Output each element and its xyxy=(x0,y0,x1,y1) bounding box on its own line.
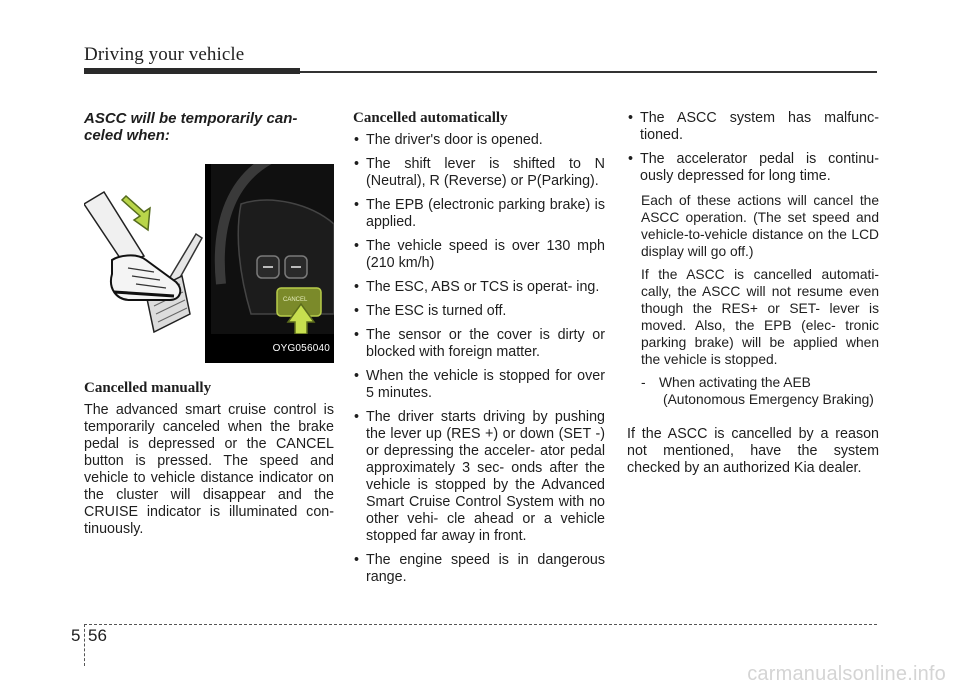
page-number: 56 xyxy=(88,626,107,645)
list-item: • The driver's door is opened. xyxy=(353,132,605,149)
brake-pedal-illustration xyxy=(84,164,205,363)
cancel-note xyxy=(627,192,879,408)
steering-wheel-illustration xyxy=(211,164,334,334)
automatic-cancel-list-continued xyxy=(627,110,879,185)
section-title-automatic: Cancelled automatically xyxy=(353,110,508,126)
column-left xyxy=(84,110,334,538)
note-paragraph: If the ASCC is cancelled automati- cally, the ASCC will not resume even though the RES+ or SET- lever is moved. Also, the EPB (elec- tronic parking brake) will be applied when the vehicle is stopped. xyxy=(641,267,879,367)
watermark: carmanualsonline.info xyxy=(747,663,946,685)
list-item: • The ESC is turned off. xyxy=(353,303,605,320)
list-item: • The shift lever is shifted to N (Neutral), R (Reverse) or P(Parking). xyxy=(353,156,605,190)
list-item: • The driver starts driving by pushing the lever up (RES +) or down (SET -) or depressing the acceler- ator pedal approximately 3 sec- onds after the vehicle is stopped by the Advanced Smart Cruise Control System with no other vehi- cle ahead or a vehicle stopped far away in front. xyxy=(353,409,605,545)
list-item: • The ESC, ABS or TCS is operat- ing. xyxy=(353,279,605,296)
dash-marker: - xyxy=(641,375,646,390)
dash-item-text: When activating the AEB xyxy=(659,375,811,390)
list-item: • The engine speed is in dangerous range. xyxy=(353,552,605,586)
automatic-cancel-list xyxy=(353,132,605,586)
figure-cancel-illustration xyxy=(84,164,334,363)
section-title-manual: Cancelled manually xyxy=(84,380,212,396)
closing-paragraph: If the ASCC is cancelled by a reason not mentioned, have the system checked by an authorized Kia dealer. xyxy=(627,426,879,476)
list-item: • The EPB (electronic parking brake) is applied. xyxy=(353,197,605,231)
figure-caption: OYG056040 xyxy=(272,343,330,354)
page-number-separator xyxy=(84,624,85,666)
list-item: • The accelerator pedal is continu- ously depressed for long time. xyxy=(627,151,879,185)
list-item: • The vehicle speed is over 130 mph (210 km/h) xyxy=(353,238,605,272)
chapter-number: 5 xyxy=(71,626,81,645)
column-right xyxy=(627,110,879,477)
list-item: • The ASCC system has malfunc- tioned. xyxy=(627,110,879,144)
ascc-cancel-heading: ASCC will be temporarily can- celed when: xyxy=(84,110,298,144)
column-middle xyxy=(353,110,605,593)
page-header-title: Driving your vehicle xyxy=(84,44,245,65)
section-body-manual: The advanced smart cruise control is temporarily canceled when the brake pedal is depressed or the CANCEL button is pressed. The speed and vehicle to vehicle distance indicator on the cluster will disappear and the CRUISE indicator is illuminated con- tinuously. xyxy=(84,402,334,537)
list-item: • When the vehicle is stopped for over 5 minutes. xyxy=(353,368,605,402)
note-paragraph: Each of these actions will cancel the ASCC operation. (The set speed and vehicle-to-vehicle distance on the LCD display will go off.) xyxy=(641,193,879,259)
footer-rule xyxy=(84,624,877,625)
dash-item-subtext: (Autonomous Emergency Braking) xyxy=(663,392,874,407)
steering-wheel-panel xyxy=(211,164,334,334)
list-item: • The sensor or the cover is dirty or blocked with foreign matter. xyxy=(353,327,605,361)
header-rule-accent xyxy=(84,68,300,74)
aeb-dash-item xyxy=(641,374,879,408)
brake-pedal-panel xyxy=(84,164,210,363)
cancel-button-label: CANCEL xyxy=(283,297,308,303)
